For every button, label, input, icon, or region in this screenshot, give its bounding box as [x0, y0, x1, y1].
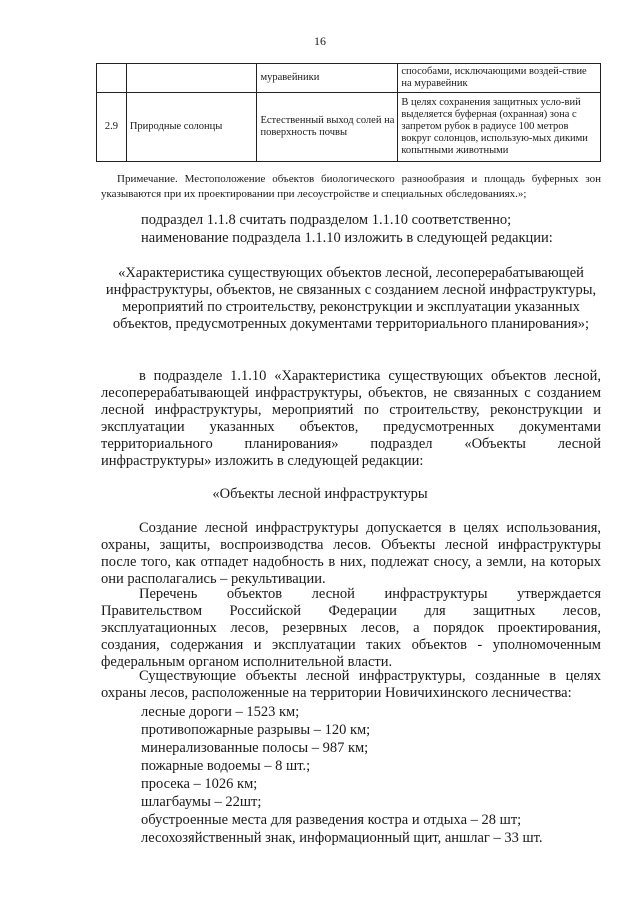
list-item: просека – 1026 км;	[141, 776, 258, 792]
table-cell-protection: В целях сохранения защитных усло-вий выделяется буферная (охранная) зона с запретом рубок в радиусе 100 метров вокруг солонцов, использую-мых дикими копытными животными	[398, 93, 601, 162]
list-item: пожарные водоемы – 8 шт.;	[141, 758, 311, 774]
list-item: обустроенные места для разведения костра и отдыха – 28 шт;	[141, 812, 522, 828]
table-cell-protection: способами, исключающими воздей-ствие на муравейник	[398, 64, 601, 93]
table-cell-description: муравейники	[257, 64, 398, 93]
list-item: противопожарные разрывы – 120 км;	[141, 722, 371, 738]
list-item: лесохозяйственный знак, информационный щит, аншлаг – 33 шт.	[141, 830, 543, 846]
page-number: 16	[314, 34, 326, 48]
list-item: шлагбаумы – 22шт;	[141, 794, 262, 810]
subsection-title-quote: «Характеристика существующих объектов лесной, лесоперерабатывающей инфраструктуры, объектов, не связанных с созданием лесной инфраструктуры, мероприятий по строительству, реконструкции и эксплуатации указанных объектов, предусмотренных документами территориального планирования»;	[105, 265, 597, 332]
subsection-paragraph: в подразделе 1.1.10 «Характеристика существующих объектов лесной, лесоперерабатывающей инфраструктуры, объектов, не связанных с созданием лесной инфраструктуры, мероприятий по строительству, реконструкции и эксплуатации указанных объектов, предусмотренных документами территориального планирования» подраздел «Объекты лесной инфраструктуры» изложить в следующей редакции:	[101, 368, 601, 469]
list-item: минерализованные полосы – 987 км;	[141, 740, 369, 756]
table-cell-name: Природные солонцы	[126, 93, 257, 162]
table-row	[97, 64, 601, 93]
table-row	[97, 93, 601, 162]
biodiversity-table	[96, 63, 601, 162]
instruction-line: наименование подраздела 1.1.10 изложить в следующей редакции:	[141, 230, 553, 246]
body-paragraph: Перечень объектов лесной инфраструктуры утверждается Правительством Российской Федерации для защитных лесов, эксплуатационных лесов, резервных лесов, а порядок проектирования, создания, содержания и эксплуатации таких объектов - уполномоченным федеральным органом исполнительной власти.	[101, 586, 601, 670]
table-cell-name	[126, 64, 257, 93]
section-heading: «Объекты лесной инфраструктуры	[212, 486, 428, 502]
body-paragraph: Создание лесной инфраструктуры допускается в целях использования, охраны, защиты, воспроизводства лесов. Объекты лесной инфраструктуры после того, как отпадет надобность в них, подлежат сносу, а земли, на которых они располагались – рекультивации.	[101, 520, 601, 587]
table-cell-number: 2.9	[97, 93, 127, 162]
table-cell-description: Естественный выход солей на поверхность почвы	[257, 93, 398, 162]
body-paragraph: Существующие объекты лесной инфраструктуры, созданные в целях охраны лесов, расположенные на территории Новичихинского лесничества:	[101, 668, 601, 701]
instruction-line: подраздел 1.1.8 считать подразделом 1.1.10 соответственно;	[141, 212, 512, 228]
list-item: лесные дороги – 1523 км;	[141, 704, 300, 720]
table-cell-number	[97, 64, 127, 93]
table-note: Примечание. Местоположение объектов биологического разнообразия и площадь буферных зон указываются при их проектировании при лесоустройстве и специальных обследованиях.»;	[101, 173, 601, 200]
